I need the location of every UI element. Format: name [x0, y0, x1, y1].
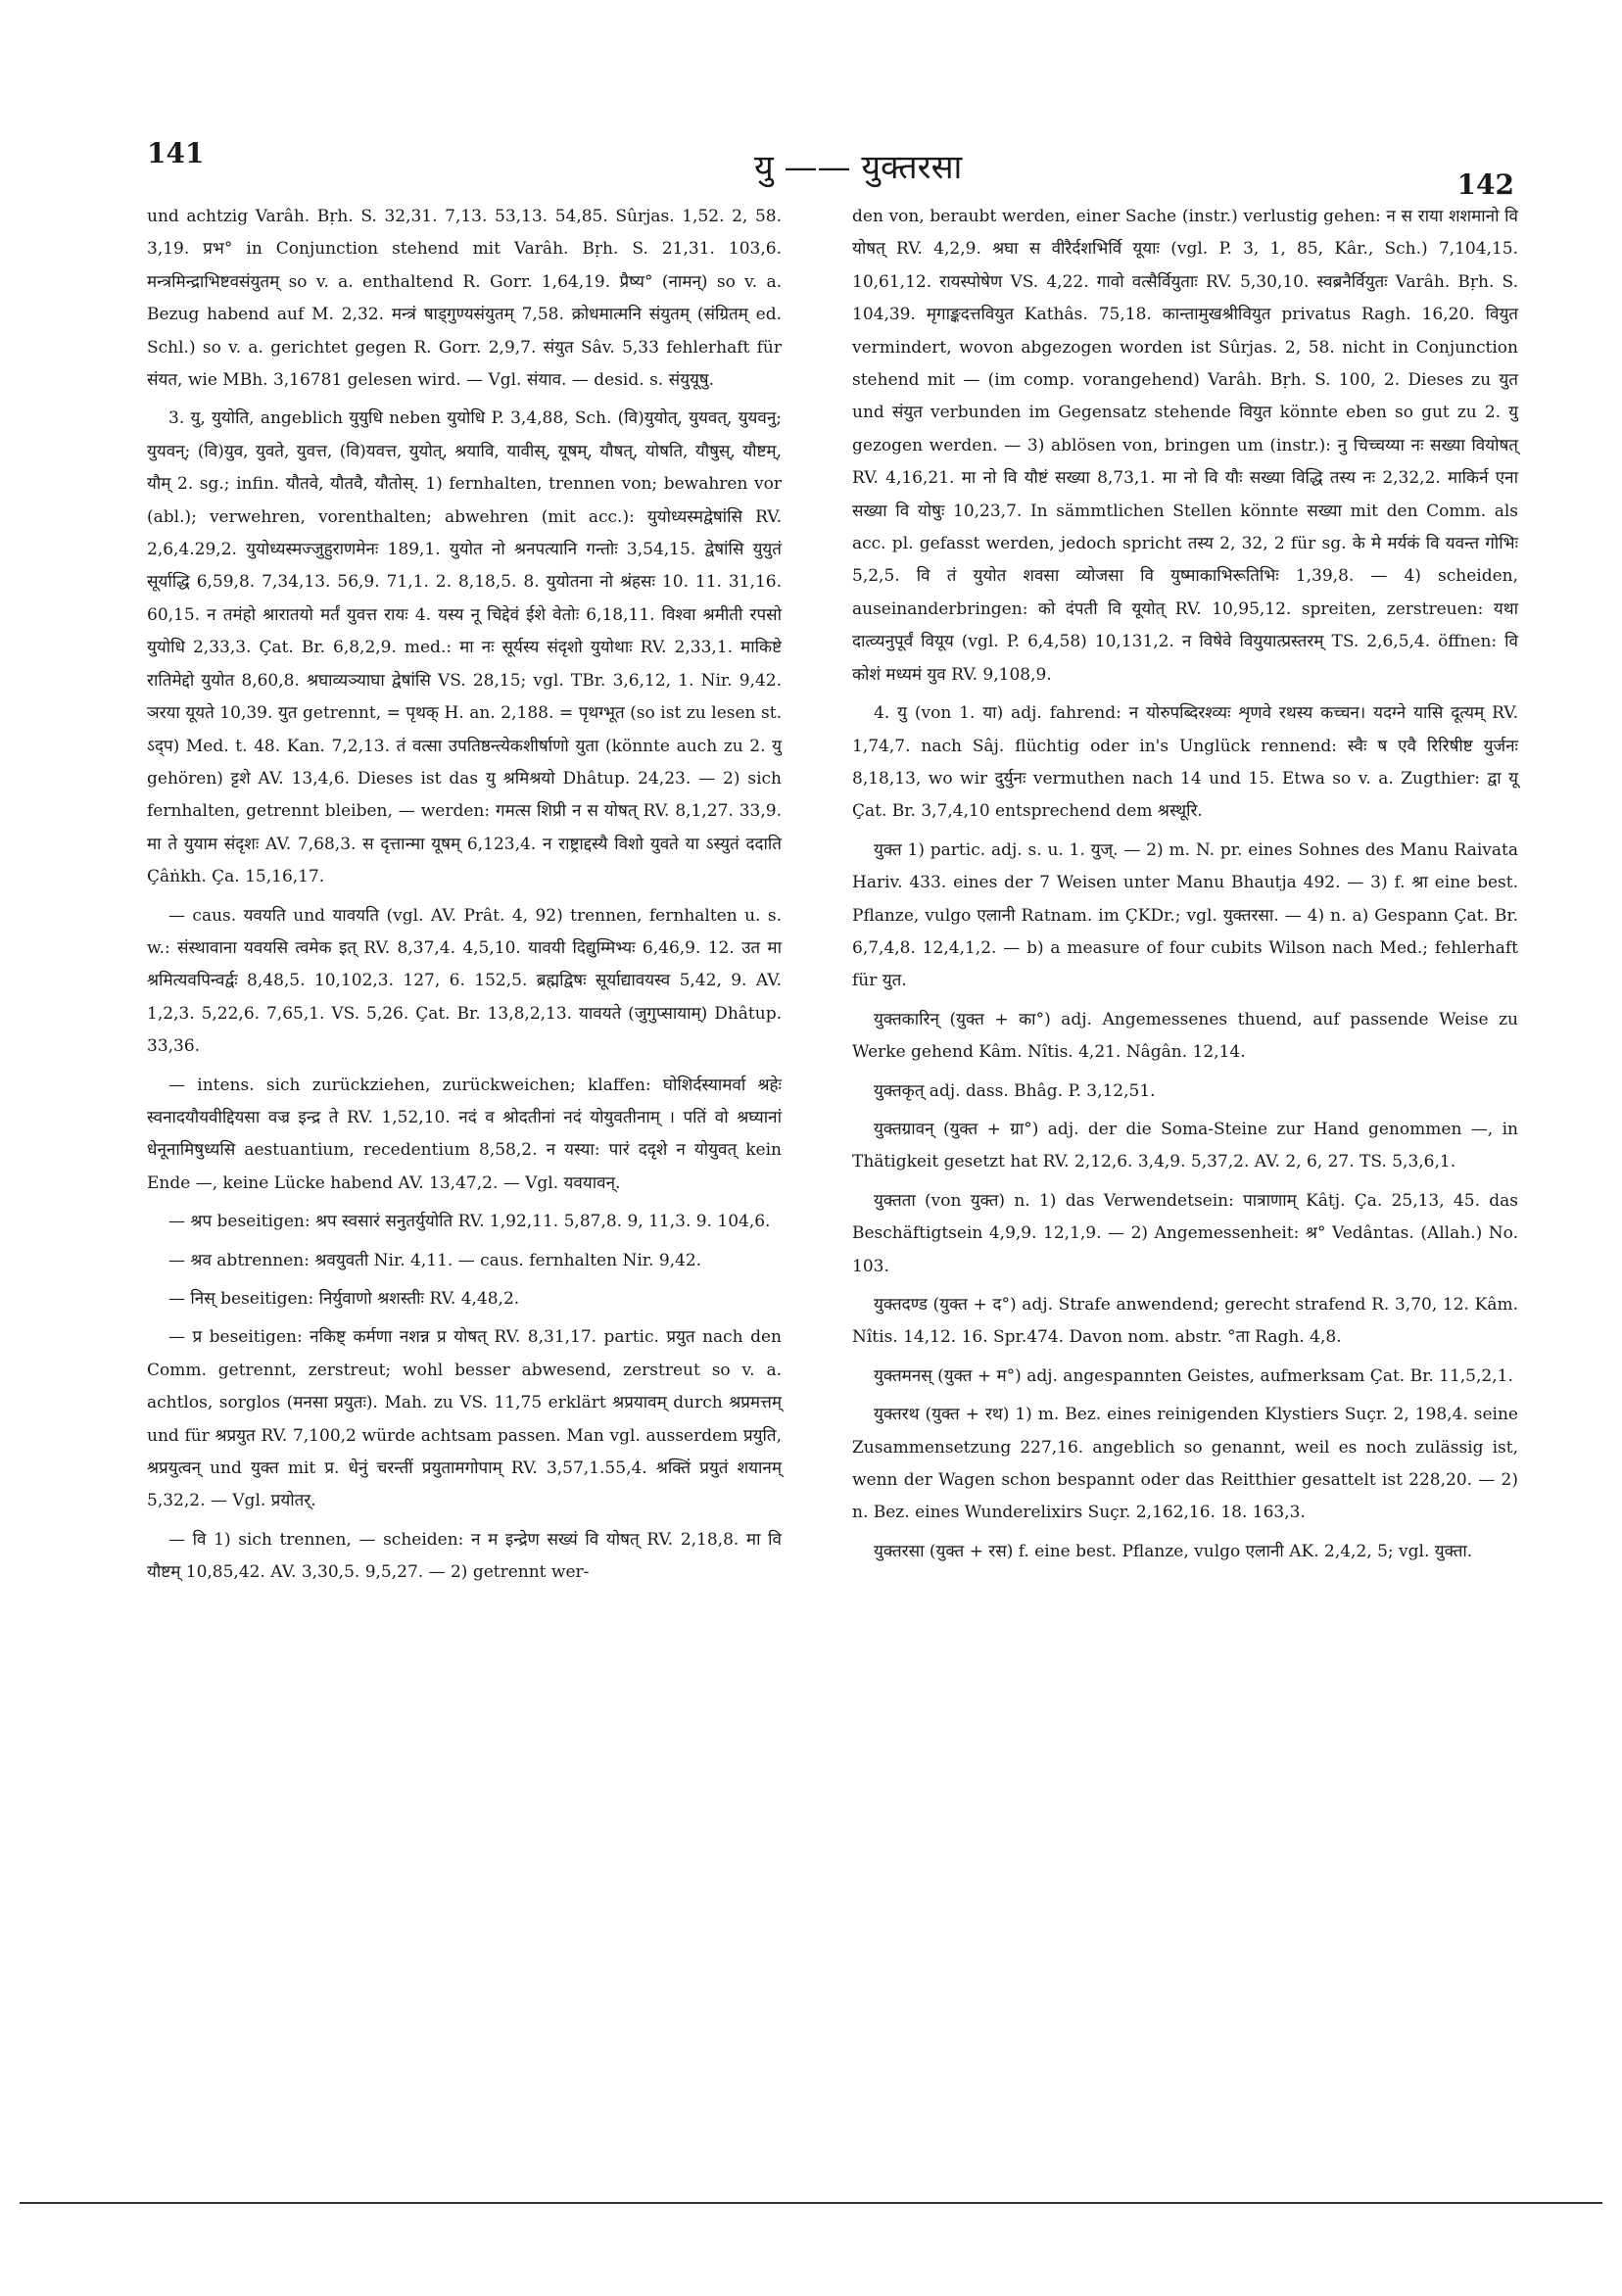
entry-paragraph: युक्त 1) partic. adj. s. u. 1. युज्. — 2) m. N. pr. eines Sohnes des Manu Raivata Hariv. 433. eines der 7 Weisen unter Manu Bhautja 492. — 3) f. श्रा eine best. Pflanze, vulgo एलानी Ratnam. im ÇKDr.; vgl. युक्तरसा. — 4) n. a) Gespann Çat. Br. 6,7,4,8. 12,4,1,2. — b) a measure of four cubits Wilson nach Med.; fehlerhaft für युत.: [852, 839, 1518, 991]
footer-rule: [20, 2202, 1602, 2204]
entry-paragraph: — caus. यवयति und यावयति (vgl. AV. Prât. 4, 92) trennen, fernhalten u. s. w.: संस्थावाना यवयसि त्वमेक इत् RV. 8,37,4. 4,5,10. यावयी दिद्युम्मिभ्यः 6,46,9. 12. उत मा श्रमित्यवपिन्वर्द्वः 8,48,5. 10,102,3. 127, 6. 152,5. ब्रह्मद्विषः सूर्याद्यावयस्व 5,42, 9. AV. 1,2,3. 5,22,6. 7,65,1. VS. 5,26. Çat. Br. 13,8,2,13. यावयते (जुगुप्सायाम्) Dhâtup. 33,36.: [147, 905, 782, 1057]
right-column: [852, 201, 1518, 1574]
running-head: यु —— युक्तरसा: [754, 148, 963, 187]
page-number-left: 141: [147, 137, 205, 169]
left-column: [147, 201, 782, 1596]
page-number-right: 142: [1456, 168, 1514, 201]
entry-paragraph: युक्तमनस् (युक्त + म°) adj. angespannten Geistes, aufmerksam Çat. Br. 11,5,2,1.: [874, 1365, 1513, 1386]
entry-paragraph: युक्तदण्ड (युक्त + द°) adj. Strafe anwendend; gerecht strafend R. 3,70, 12. Kâm. Nîtis. 14,12. 16. Spr.474. Davon nom. abstr. °ता Ragh. 4,8.: [852, 1295, 1518, 1348]
entry-paragraph: den von, beraubt werden, einer Sache (instr.) verlustig gehen: न स राया शशमानो वि योषत् RV. 4,2,9. श्रघा स वीरैर्दशभिर्वि यूयाः (vgl. P. 3, 1, 85, Kâr., Sch.) 7,104,15. 10,61,12. रायस्पोषेण VS. 4,22. गावो वत्सैर्वियुताः RV. 5,30,10. स्वब्रनैर्वियुतः Varâh. Bṛh. S. 104,39. मृगाङ्कदत्तवियुत Kathâs. 75,18. कान्तामुखश्रीवियुत privatus Ragh. 16,20. वियुत vermindert, wovon abgezogen worden ist Sûrjas. 2, 58. nicht in Conjunction stehend mit — (im comp. vorangehend) Varâh. Bṛh. S. 100, 2. Dieses zu युत und संयुत verbunden im Gegensatz stehende वियुत könnte eben so gut zu 2. यु gezogen werden. — 3) ablösen von, bringen um (instr.): नु चिच्चय्या नः सख्या वियोषत् RV. 4,16,21. मा नो वि यौष्टं सख्या 8,73,1. मा नो वि यौः सख्या विद्धि तस्य नः 2,32,2. माकिर्न एना सख्या वि योषुः 10,23,7. In sämmtlichen Stellen könnte सख्या mit den Comm. als acc. pl. gefasst werden, jedoch spricht तस्य 2, 32, 2 für sg. के मे मर्यकं वि यवन्त गोभिः 5,2,5. वि तं युयोत शवसा व्योजसा वि युष्माकाभिरूतिभिः 1,39,8. — 4) scheiden, auseinanderbringen: को दंपती वि यूयोत् RV. 10,95,12. spreiten, zerstreuen: यथा दात्व्यनुपूर्वं वियूय (vgl. P. 6,4,58) 10,131,2. न विषेवे वियुयात्प्रस्तरम् TS. 2,6,5,4. öffnen: वि कोशं मध्यमं युव RV. 9,108,9.: [852, 207, 1518, 685]
entry-paragraph: — श्रप beseitigen: श्रप स्वसारं सनुतर्युयोति RV. 1,92,11. 5,87,8. 9, 11,3. 9. 104,6.: [168, 1212, 771, 1232]
entry-paragraph: — श्रव abtrennen: श्रवयुवती Nir. 4,11. — caus. fernhalten Nir. 9,42.: [168, 1250, 702, 1270]
entry-paragraph: 4. यु (von 1. या) adj. fahrend: न योरुपब्दिरश्व्यः शृणवे रथस्य कच्चन। यदग्ने यासि दूत्यम् RV. 1,74,7. nach Sâj. flüchtig oder in's Unglück rennend: स्वैः ष एवै रिरिषीष्ट युर्जनः 8,18,13, wo wir दुर्युनः vermuthen nach 14 und 15. Etwa so v. a. Zugthier: द्वा यू Çat. Br. 3,7,4,10 entsprechend dem श्रस्थूरि.: [852, 703, 1518, 822]
page-header: [147, 137, 1514, 201]
entry-paragraph: युक्तकृत् adj. dass. Bhâg. P. 3,12,51.: [874, 1080, 1156, 1101]
entry-paragraph: युक्तरसा (युक्त + रस) f. eine best. Pflanze, vulgo एलानी AK. 2,4,2, 5; vgl. युक्ता.: [874, 1541, 1473, 1561]
entry-paragraph: — intens. sich zurückziehen, zurückweichen; klaffen: घोशिर्दस्यामर्वा श्रहेः स्वनादयौयवीद्दियसा वज्र इन्द्र ते RV. 1,52,10. नदं व श्रोदतीनां नदं योयुवतीनाम् । पतिं वो श्रघ्यानां धेनूनामिषुध्यसि aestuantium, recedentium 8,58,2. न यस्या: पारं ददृशे न योयुवत् kein Ende —, keine Lücke habend AV. 13,47,2. — Vgl. यवयावन्.: [147, 1075, 782, 1193]
entry-paragraph: युक्तता (von युक्त) n. 1) das Verwendetsein: पात्राणाम् Kâtj. Ça. 25,13, 45. das Beschäftigtsein 4,9,9. 12,1,9. — 2) Angemessenheit: श्र° Vedântas. (Allah.) No. 103.: [852, 1190, 1518, 1276]
entry-paragraph: युक्तरथ (युक्त + रथ) 1) m. Bez. eines reinigenden Klystiers Suçr. 2, 198,4. seine Zusammensetzung 227,16. angeblich so genannt, weil es noch zulässig ist, wenn der Wagen schon bespannt oder das Reitthier gesattelt ist 228,20. — 2) n. Bez. eines Wunderelixirs Suçr. 2,162,16. 18. 163,3.: [852, 1405, 1518, 1523]
entry-paragraph: — निस् beseitigen: निर्युवाणो श्रशस्तीः RV. 4,48,2.: [168, 1289, 520, 1309]
entry-paragraph: — प्र beseitigen: नकिष्ट् कर्मणा नशन्न प्र योषत् RV. 8,31,17. partic. प्रयुत nach den Comm. getrennt, zerstreut; wohl besser abwesend, zerstreut so v. a. achtlos, sorglos (मनसा प्रयुतः). Mah. zu VS. 11,75 erklärt श्रप्रयावम् durch श्रप्रमत्तम् und für श्रप्रयुत RV. 7,100,2 würde achtsam passen. Man vgl. ausserdem प्रयुति, श्रप्रयुत्वन् und युक्त mit प्र. धेनुं चरन्तीं प्रयुतामगोपाम् RV. 3,57,1.55,4. श्रक्तिं प्रयुतं शयानम् 5,32,2. — Vgl. प्रयोतर्.: [147, 1327, 782, 1511]
entry-paragraph: युक्तकारिन् (युक्त + का°) adj. Angemessenes thuend, auf passende Weise zu Werke gehend Kâm. Nîtis. 4,21. Nâgân. 12,14.: [852, 1009, 1518, 1063]
entry-paragraph: und achtzig Varâh. Bṛh. S. 32,31. 7,13. 53,13. 54,85. Sûrjas. 1,52. 2, 58. 3,19. प्रभ° in Conjunction stehend mit Varâh. Bṛh. S. 21,31. 103,6. मन्त्रमिन्द्राभिष्टवसंयुतम् so v. a. enthaltend R. Gorr. 1,64,19. प्रैष्य° (नामन्) so v. a. Bezug habend auf M. 2,32. मन्त्रं षाड्गुण्यसंयुतम् 7,58. क्रोधमात्मनि संयुतम् (संग्रितम् ed. Schl.) so v. a. gerichtet gegen R. Gorr. 2,9,7. संयुत Sâv. 5,33 fehlerhaft für संयत, wie MBh. 3,16781 gelesen wird. — Vgl. संयाव. — desid. s. संयुयूषु.: [147, 207, 782, 391]
entry-paragraph: युक्तग्रावन् (युक्त + ग्रा°) adj. der die Soma-Steine zur Hand genommen —, in Thätigkeit gesetzt hat RV. 2,12,6. 3,4,9. 5,37,2. AV. 2, 6, 27. TS. 5,3,6,1.: [852, 1119, 1518, 1172]
entry-paragraph: — वि 1) sich trennen, — scheiden: न म इन्द्रेण सख्यं वि योषत् RV. 2,18,8. मा वि यौष्टम् 10,85,42. AV. 3,30,5. 9,5,27. — 2) getrennt wer-: [147, 1529, 782, 1583]
entry-paragraph: 3. यु, युयोति, angeblich युयुधि neben युयोधि P. 3,4,88, Sch. (वि)युयोत्, युयवत्, युयवनु; युयवन्; (वि)युव, युवते, युवत्त, (वि)यवत्त, युयोत्, श्रयावि, यावीस्, यूषम्, यौषत्, योषति, यौषुस्, यौष्टम्, यौम् 2. sg.; infin. यौतवे, यौतवै, यौतोस्. 1) fernhalten, trennen von; bewahren vor (abl.); verwehren, vorenthalten; abwehren (mit acc.): युयोध्यस्मद्वेषांसि RV. 2,6,4.29,2. युयोध्यस्मज्जुहुराणमेनः 189,1. युयोत नो श्रनपत्यानि गन्तोः 3,54,15. द्वेषांसि युयुतं सूर्याद्धि 6,59,8. 7,34,13. 56,9. 71,1. 2. 8,18,5. 8. युयोतना नो श्रंहसः 10. 11. 31,16. 60,15. न तमंहो श्रारातयो मर्तं युवत्त रायः 4. यस्य नू चिद्देवं ईशे वेतोः 6,18,11. विश्वा श्रमीती रपसो युयोधि 2,33,3. Çat. Br. 6,8,2,9. med.: मा नः सूर्यस्य संदृशो युयोथाः RV. 2,33,1. माकिष्टे रातिमेद्दो युयोत 8,60,8. श्रघाव्यञ्याघा द्वेषांसि VS. 28,15; vgl. TBr. 3,6,12, 1. Nir. 9,42. ञरया यूयते 10,39. युत getrennt, = पृथक् H. an. 2,188. = पृथग्भूत (so ist zu lesen st. ऽद्प) Med. t. 48. Kan. 7,2,13. तं वत्सा उपतिष्ठन्त्येकशीर्षाणो युता (könnte auch zu 2. यु gehören) ट्टशे AV. 13,4,6. Dieses ist das यु श्रमिश्रयो Dhâtup. 24,23. — 2) sich fernhalten, getrennt bleiben, — werden: गमत्स शिप्री न स योषत् RV. 8,1,27. 33,9. मा ते युयाम संदृशः AV. 7,68,3. स दृत्तान्मा यूषम् 6,123,4. न राष्ट्राद्दस्यै विशो युवते या ऽस्युतं ददाति Çâṅkh. Ça. 15,16,17.: [147, 408, 782, 887]
